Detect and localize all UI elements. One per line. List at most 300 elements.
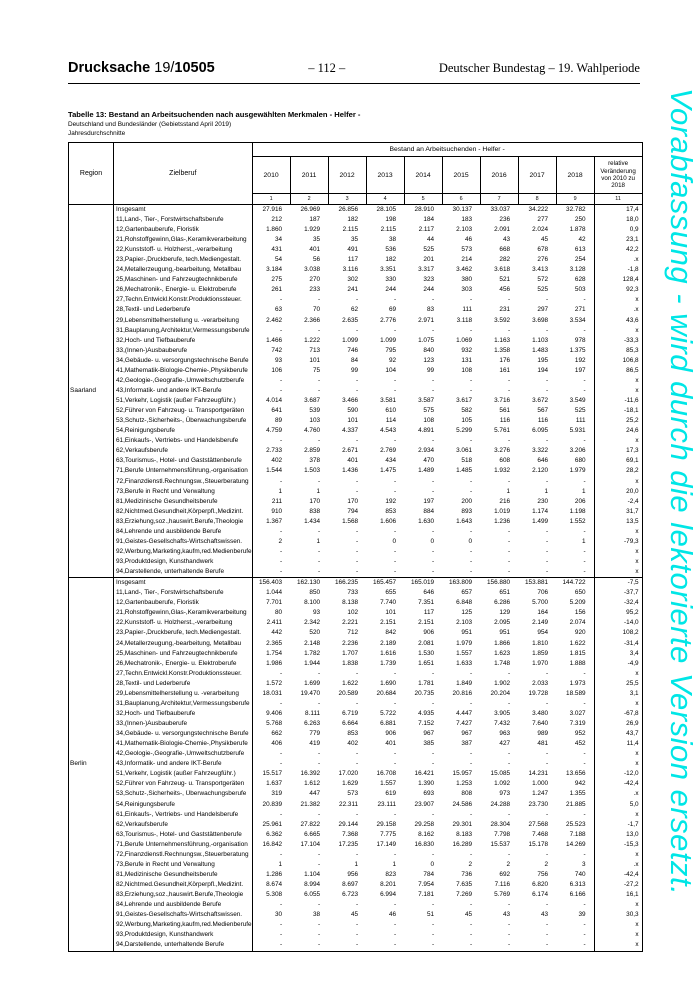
cell-value: - bbox=[317, 558, 321, 566]
cell-value: - bbox=[583, 699, 586, 707]
cell-value: - bbox=[507, 558, 511, 566]
cell-value: - bbox=[431, 487, 435, 495]
cell-relative-change: 11,4 bbox=[594, 739, 642, 749]
cell-value: 1.557 bbox=[456, 649, 473, 657]
cell-value: 1.163 bbox=[494, 336, 511, 344]
column-number: 8 bbox=[518, 194, 556, 205]
cell-value: - bbox=[355, 941, 359, 949]
cell-value: 161 bbox=[499, 366, 511, 374]
cell-relative-change: -12,0 bbox=[594, 770, 642, 780]
cell-value: 166.235 bbox=[328, 578, 366, 589]
cell-value: 1.815 bbox=[569, 649, 586, 657]
cell-value: 713 bbox=[309, 346, 321, 354]
cell-value: 590 bbox=[347, 407, 359, 415]
cell-value: 1.781 bbox=[418, 679, 435, 687]
cell-value: 1 bbox=[278, 487, 283, 495]
table-row bbox=[69, 749, 643, 759]
cell-relative-change: -79,3 bbox=[594, 537, 642, 547]
cell-value: 1.355 bbox=[569, 790, 586, 798]
cell-value: 2.859 bbox=[304, 447, 321, 455]
cell-value: 1.932 bbox=[494, 467, 511, 475]
table-row bbox=[69, 346, 643, 356]
cell-value: - bbox=[431, 477, 435, 485]
cell-relative-change: x bbox=[594, 326, 642, 336]
cell-value: 7.468 bbox=[532, 830, 549, 838]
cell-value: 4.891 bbox=[418, 427, 435, 435]
cell-value: 733 bbox=[347, 589, 359, 597]
cell-value: 1.606 bbox=[380, 517, 397, 525]
table-row bbox=[69, 477, 643, 487]
cell-value: 7.635 bbox=[456, 881, 473, 889]
cell-value: - bbox=[545, 437, 549, 445]
drucksache-number bbox=[68, 60, 215, 76]
cell-value: 19.470 bbox=[300, 689, 321, 697]
cell-value: 1.929 bbox=[304, 225, 321, 233]
table-row bbox=[69, 578, 643, 589]
col-header-year-2015: 2015 bbox=[442, 157, 480, 194]
cell-value: - bbox=[431, 699, 435, 707]
cell-relative-change: -1,8 bbox=[594, 265, 642, 275]
cell-value: - bbox=[469, 669, 473, 677]
cell-value: 650 bbox=[574, 589, 586, 597]
row-label: 27,Techn.Entwickl.Konstr.Produktionssteuer. bbox=[114, 669, 253, 679]
cell-value: 1.092 bbox=[494, 780, 511, 788]
cell-value: 1 bbox=[582, 487, 586, 495]
cell-value: - bbox=[469, 760, 473, 768]
cell-value: 736 bbox=[461, 870, 473, 878]
cell-value: - bbox=[355, 487, 359, 495]
cell-value: 194 bbox=[537, 366, 549, 374]
cell-value: 35 bbox=[312, 236, 321, 244]
cell-value: - bbox=[431, 326, 435, 334]
cell-value: 1.174 bbox=[532, 507, 549, 515]
row-label: 91,Geistes-Gesellschafts-Wirtschaftswissen. bbox=[114, 537, 253, 547]
cell-value: - bbox=[393, 760, 397, 768]
cell-value: 1.198 bbox=[569, 507, 586, 515]
cell-value: 39 bbox=[578, 911, 586, 919]
cell-value: 43 bbox=[540, 911, 549, 919]
cell-value: - bbox=[393, 477, 397, 485]
cell-value: 89 bbox=[274, 417, 283, 425]
col-header-region: Region bbox=[69, 143, 114, 205]
cell-value: 536 bbox=[385, 246, 397, 254]
cell-value: - bbox=[507, 750, 511, 758]
cell-value: - bbox=[355, 669, 359, 677]
cell-value: 1.253 bbox=[456, 780, 473, 788]
table-row bbox=[69, 205, 643, 216]
cell-value: 1.986 bbox=[266, 659, 283, 667]
cell-value: 2.769 bbox=[380, 447, 397, 455]
cell-value: 17.149 bbox=[376, 840, 397, 848]
cell-value: 6.848 bbox=[456, 599, 473, 607]
cell-value: 3.905 bbox=[494, 709, 511, 717]
cell-value: - bbox=[431, 568, 435, 576]
row-label: 12,Gartenbauberufe, Floristik bbox=[114, 225, 253, 235]
cell-relative-change: x bbox=[594, 850, 642, 860]
cell-value: 27.916 bbox=[252, 205, 290, 216]
cell-value: 51 bbox=[426, 911, 435, 919]
table-row bbox=[69, 215, 643, 225]
cell-value: 884 bbox=[423, 507, 435, 515]
row-label: 62,Verkaufsberufe bbox=[114, 820, 253, 830]
region-label: Berlin bbox=[69, 578, 114, 951]
col-header-relative-change: relative Veränderung von 2010 zu 2018 bbox=[594, 157, 642, 194]
cell-value: - bbox=[393, 901, 397, 909]
column-number: 7 bbox=[480, 194, 518, 205]
cell-value: 1.707 bbox=[342, 649, 359, 657]
cell-value: - bbox=[279, 750, 283, 758]
cell-value: - bbox=[279, 921, 283, 929]
cell-value: - bbox=[431, 376, 435, 384]
cell-value: 920 bbox=[574, 629, 586, 637]
cell-value: 7.427 bbox=[456, 720, 473, 728]
row-label: 24,Metallerzeugung,-bearbeitung, Metallbau bbox=[114, 265, 253, 275]
cell-value: 932 bbox=[461, 346, 473, 354]
cell-value: - bbox=[317, 326, 321, 334]
cell-value: 231 bbox=[499, 306, 511, 314]
cell-value: 3.118 bbox=[456, 316, 473, 324]
cell-value: 651 bbox=[499, 589, 511, 597]
cell-value: 1.902 bbox=[494, 679, 511, 687]
cell-value: - bbox=[469, 477, 473, 485]
cell-value: - bbox=[355, 386, 359, 394]
row-label: 63,Tourismus-, Hotel- und Gaststättenberufe bbox=[114, 457, 253, 467]
cell-value: 2.342 bbox=[304, 619, 321, 627]
cell-value: 1.782 bbox=[304, 649, 321, 657]
cell-value: 165.457 bbox=[366, 578, 404, 589]
cell-value: 808 bbox=[461, 790, 473, 798]
cell-value: - bbox=[279, 527, 283, 535]
cell-value: 117 bbox=[347, 256, 359, 264]
vorabfassung-watermark: Vorabfassung - wird durch die lektorierte Version ersetzt. bbox=[664, 88, 699, 896]
cell-value: - bbox=[507, 386, 511, 394]
table-row bbox=[69, 790, 643, 800]
cell-value: - bbox=[317, 750, 321, 758]
cell-value: 2.024 bbox=[532, 225, 549, 233]
cell-value: - bbox=[279, 941, 283, 949]
cell-value: 712 bbox=[347, 629, 359, 637]
cell-value: 46 bbox=[388, 911, 397, 919]
cell-value: 323 bbox=[423, 276, 435, 284]
cell-value: - bbox=[469, 558, 473, 566]
row-label: 11,Land-, Tier-, Forstwirtschaftsberufe bbox=[114, 588, 253, 598]
cell-value: 401 bbox=[347, 457, 359, 465]
cell-relative-change: 128,4 bbox=[594, 275, 642, 285]
cell-value: 575 bbox=[423, 407, 435, 415]
cell-value: 2.148 bbox=[304, 639, 321, 647]
table-row bbox=[69, 447, 643, 457]
cell-value: 2.103 bbox=[456, 619, 473, 627]
table-row bbox=[69, 326, 643, 336]
row-label: 93,Produktdesign, Kunsthandwerk bbox=[114, 931, 253, 941]
cell-value: 387 bbox=[461, 740, 473, 748]
cell-value: 261 bbox=[271, 286, 283, 294]
cell-relative-change: 13,0 bbox=[594, 830, 642, 840]
cell-value: 3.061 bbox=[456, 447, 473, 455]
cell-value: - bbox=[507, 537, 511, 545]
cell-value: - bbox=[317, 477, 321, 485]
table-row bbox=[69, 296, 643, 306]
cell-value: 176 bbox=[499, 356, 511, 364]
cell-value: 1.849 bbox=[456, 679, 473, 687]
cell-value: - bbox=[583, 437, 586, 445]
cell-value: 111 bbox=[462, 306, 473, 314]
table-row bbox=[69, 396, 643, 406]
cell-value: - bbox=[583, 376, 586, 384]
cell-relative-change: x bbox=[594, 386, 642, 396]
cell-value: 784 bbox=[423, 870, 435, 878]
cell-relative-change: 30,3 bbox=[594, 910, 642, 920]
row-label: 71,Berufe Unternehmensführung,-organisation bbox=[114, 840, 253, 850]
table-row bbox=[69, 366, 643, 376]
cell-value: 165.019 bbox=[404, 578, 442, 589]
cell-value: 32.782 bbox=[556, 205, 594, 216]
table-row bbox=[69, 820, 643, 830]
cell-relative-change: -37,7 bbox=[594, 588, 642, 598]
cell-relative-change: 17,3 bbox=[594, 447, 642, 457]
cell-value: - bbox=[431, 527, 435, 535]
cell-value: 853 bbox=[385, 507, 397, 515]
cell-value: 1.748 bbox=[494, 659, 511, 667]
cell-value: 198 bbox=[385, 215, 397, 223]
row-label: 53,Schutz-,Sicherheits-, Überwachungsberufe bbox=[114, 790, 253, 800]
row-label: 52,Führer von Fahrzeug- u. Transportgeräten bbox=[114, 406, 253, 416]
row-label: 23,Papier-,Druckberufe, tech.Mediengestalt. bbox=[114, 255, 253, 265]
cell-value: 25.961 bbox=[262, 820, 283, 828]
cell-value: 470 bbox=[423, 457, 435, 465]
cell-value: 20.589 bbox=[338, 689, 359, 697]
table-row bbox=[69, 588, 643, 598]
cell-value: 2.189 bbox=[380, 639, 397, 647]
cell-value: 1.970 bbox=[532, 659, 549, 667]
cell-value: 3.592 bbox=[494, 316, 511, 324]
cell-value: 18.589 bbox=[566, 689, 586, 697]
row-label: 24,Metallerzeugung,-bearbeitung, Metallbau bbox=[114, 639, 253, 649]
row-label: 82,Nichtmed.Gesundheit,Körperpfl.,Medizint. bbox=[114, 507, 253, 517]
cell-value: 2.115 bbox=[342, 225, 359, 233]
cell-value: 319 bbox=[271, 790, 283, 798]
cell-value: 201 bbox=[423, 256, 435, 264]
cell-value: 402 bbox=[271, 457, 283, 465]
cell-value: - bbox=[545, 477, 549, 485]
cell-value: 3.534 bbox=[569, 316, 586, 324]
cell-value: 27.822 bbox=[300, 820, 321, 828]
cell-value: 8.100 bbox=[304, 599, 321, 607]
cell-value: 0 bbox=[430, 537, 435, 545]
cell-relative-change: x bbox=[594, 810, 642, 820]
cell-value: 1.247 bbox=[532, 790, 549, 798]
cell-value: 1.104 bbox=[304, 870, 321, 878]
cell-value: 16.830 bbox=[414, 840, 435, 848]
cell-value: 8.674 bbox=[266, 881, 283, 889]
cell-value: 2.115 bbox=[380, 225, 397, 233]
cell-value: - bbox=[317, 296, 321, 304]
table-row bbox=[69, 941, 643, 952]
cell-value: 214 bbox=[461, 256, 473, 264]
row-label: 93,Produktdesign, Kunsthandwerk bbox=[114, 557, 253, 567]
table-row bbox=[69, 860, 643, 870]
cell-value: 2.671 bbox=[342, 447, 359, 455]
row-label: 53,Schutz-,Sicherheits-, Überwachungsberufe bbox=[114, 416, 253, 426]
cell-value: 20.204 bbox=[490, 689, 511, 697]
cell-value: 401 bbox=[385, 740, 397, 748]
cell-relative-change: 24,6 bbox=[594, 426, 642, 436]
page-number: – 112 – bbox=[308, 61, 346, 75]
cell-relative-change: -31,4 bbox=[594, 639, 642, 649]
cell-value: 567 bbox=[537, 407, 549, 415]
cell-value: 216 bbox=[499, 497, 511, 505]
cell-value: 8.138 bbox=[342, 599, 359, 607]
cell-value: - bbox=[545, 760, 549, 768]
cell-value: 1.651 bbox=[418, 659, 435, 667]
cell-value: 6.313 bbox=[569, 881, 586, 889]
cell-value: 8.162 bbox=[418, 830, 435, 838]
cell-value: 952 bbox=[574, 730, 586, 738]
cell-relative-change: 92,3 bbox=[594, 286, 642, 296]
table-title: Tabelle 13: Bestand an Arbeitsuchenden nach ausgewählten Merkmalen - Helfer - bbox=[68, 110, 361, 119]
col-header-year-2018: 2018 bbox=[556, 157, 594, 194]
document-number: 10505 bbox=[174, 60, 215, 76]
cell-value: 17.235 bbox=[338, 840, 359, 848]
cell-value: - bbox=[469, 547, 473, 555]
row-label: 91,Geistes-Gesellschafts-Wirtschaftswissen. bbox=[114, 910, 253, 920]
cell-value: 3.276 bbox=[494, 447, 511, 455]
table-row bbox=[69, 436, 643, 446]
cell-value: 2.151 bbox=[380, 619, 397, 627]
table-row bbox=[69, 689, 643, 699]
cell-value: 1.375 bbox=[569, 346, 586, 354]
table-row bbox=[69, 619, 643, 629]
cell-value: 2.074 bbox=[569, 619, 586, 627]
cell-value: 6.286 bbox=[494, 599, 511, 607]
cell-value: 16.708 bbox=[376, 770, 397, 778]
table-row bbox=[69, 850, 643, 860]
cell-relative-change: 86,5 bbox=[594, 366, 642, 376]
cell-value: 1.568 bbox=[342, 517, 359, 525]
cell-value: - bbox=[355, 810, 359, 818]
cell-value: 2 bbox=[544, 860, 549, 868]
cell-value: - bbox=[583, 386, 586, 394]
cell-value: - bbox=[507, 376, 511, 384]
table-row bbox=[69, 649, 643, 659]
table-row bbox=[69, 870, 643, 880]
cell-relative-change: 85,3 bbox=[594, 346, 642, 356]
cell-value: 1 bbox=[582, 537, 586, 545]
running-header bbox=[68, 60, 640, 84]
cell-value: 16.842 bbox=[262, 840, 283, 848]
cell-value: - bbox=[469, 810, 473, 818]
cell-value: 4.543 bbox=[380, 427, 397, 435]
table-row bbox=[69, 910, 643, 920]
cell-value: 5.768 bbox=[266, 720, 283, 728]
cell-value: - bbox=[583, 850, 586, 858]
row-label: 94,Darstellende, unterhaltende Berufe bbox=[114, 567, 253, 578]
table-row bbox=[69, 336, 643, 346]
cell-value: - bbox=[469, 750, 473, 758]
cell-value: - bbox=[393, 296, 397, 304]
cell-value: 646 bbox=[537, 457, 549, 465]
cell-value: - bbox=[317, 568, 321, 576]
cell-value: - bbox=[317, 699, 321, 707]
cell-value: 2.366 bbox=[304, 316, 321, 324]
cell-value: 1.859 bbox=[532, 649, 549, 657]
col-header-year-2011: 2011 bbox=[290, 157, 328, 194]
cell-relative-change: 26,9 bbox=[594, 719, 642, 729]
table-row bbox=[69, 265, 643, 275]
cell-value: 0 bbox=[430, 860, 435, 868]
cell-relative-change: -42,4 bbox=[594, 870, 642, 880]
cell-value: - bbox=[583, 931, 586, 939]
cell-relative-change: 43,6 bbox=[594, 316, 642, 326]
cell-value: - bbox=[507, 527, 511, 535]
cell-relative-change: -33,3 bbox=[594, 336, 642, 346]
cell-value: 1.286 bbox=[266, 870, 283, 878]
cell-value: - bbox=[279, 376, 283, 384]
cell-value: 282 bbox=[499, 256, 511, 264]
row-label: 22,Kunststoff- u. Holzherst.,-verarbeitung bbox=[114, 245, 253, 255]
cell-value: - bbox=[545, 376, 549, 384]
cell-value: 197 bbox=[423, 497, 435, 505]
row-label: 28,Textil- und Lederberufe bbox=[114, 306, 253, 316]
cell-relative-change: 25,5 bbox=[594, 679, 642, 689]
cell-value: 2.971 bbox=[418, 316, 435, 324]
cell-value: 108 bbox=[423, 417, 435, 425]
cell-value: 27.568 bbox=[528, 820, 549, 828]
cell-value: - bbox=[583, 296, 586, 304]
cell-relative-change: x bbox=[594, 436, 642, 446]
cell-value: 692 bbox=[499, 870, 511, 878]
cell-value: 706 bbox=[537, 589, 549, 597]
cell-value: 80 bbox=[274, 609, 283, 617]
cell-value: 19.728 bbox=[528, 689, 549, 697]
table-row bbox=[69, 709, 643, 719]
cell-value: 22.311 bbox=[339, 800, 359, 808]
cell-value: 34 bbox=[274, 236, 283, 244]
cell-value: 302 bbox=[347, 276, 359, 284]
cell-value: 6.095 bbox=[532, 427, 549, 435]
cell-value: - bbox=[431, 386, 435, 394]
cell-value: 2.365 bbox=[266, 639, 283, 647]
cell-value: - bbox=[355, 921, 359, 929]
cell-value: - bbox=[507, 850, 511, 858]
cell-value: 233 bbox=[309, 286, 321, 294]
cell-relative-change: 95,2 bbox=[594, 609, 642, 619]
cell-value: 15.178 bbox=[528, 840, 549, 848]
cell-value: - bbox=[507, 326, 511, 334]
cell-relative-change: -1,7 bbox=[594, 820, 642, 830]
cell-value: 7.351 bbox=[418, 599, 435, 607]
cell-value: - bbox=[279, 850, 283, 858]
cell-value: 13.656 bbox=[566, 770, 586, 778]
cell-value: 2.635 bbox=[342, 316, 359, 324]
cell-value: 746 bbox=[347, 346, 359, 354]
cell-value: 111 bbox=[575, 417, 586, 425]
cell-value: - bbox=[317, 941, 321, 949]
column-number: 1 bbox=[252, 194, 290, 205]
row-label: 72,Finanzdienstl.Rechnungsw.,Steuerberatung bbox=[114, 850, 253, 860]
cell-value: 385 bbox=[423, 740, 435, 748]
row-label: 42,Geologie-,Geografie-,Umweltschutzberufe bbox=[114, 749, 253, 759]
cell-value: 1.622 bbox=[342, 679, 359, 687]
cell-value: 46 bbox=[464, 236, 473, 244]
cell-value: 104 bbox=[385, 366, 397, 374]
cell-value: 23.907 bbox=[414, 800, 435, 808]
cell-value: 187 bbox=[309, 215, 321, 223]
cell-value: 3.549 bbox=[569, 397, 586, 405]
cell-value: 4.447 bbox=[456, 709, 473, 717]
cell-value: 1.489 bbox=[418, 467, 435, 475]
cell-value: - bbox=[317, 376, 321, 384]
